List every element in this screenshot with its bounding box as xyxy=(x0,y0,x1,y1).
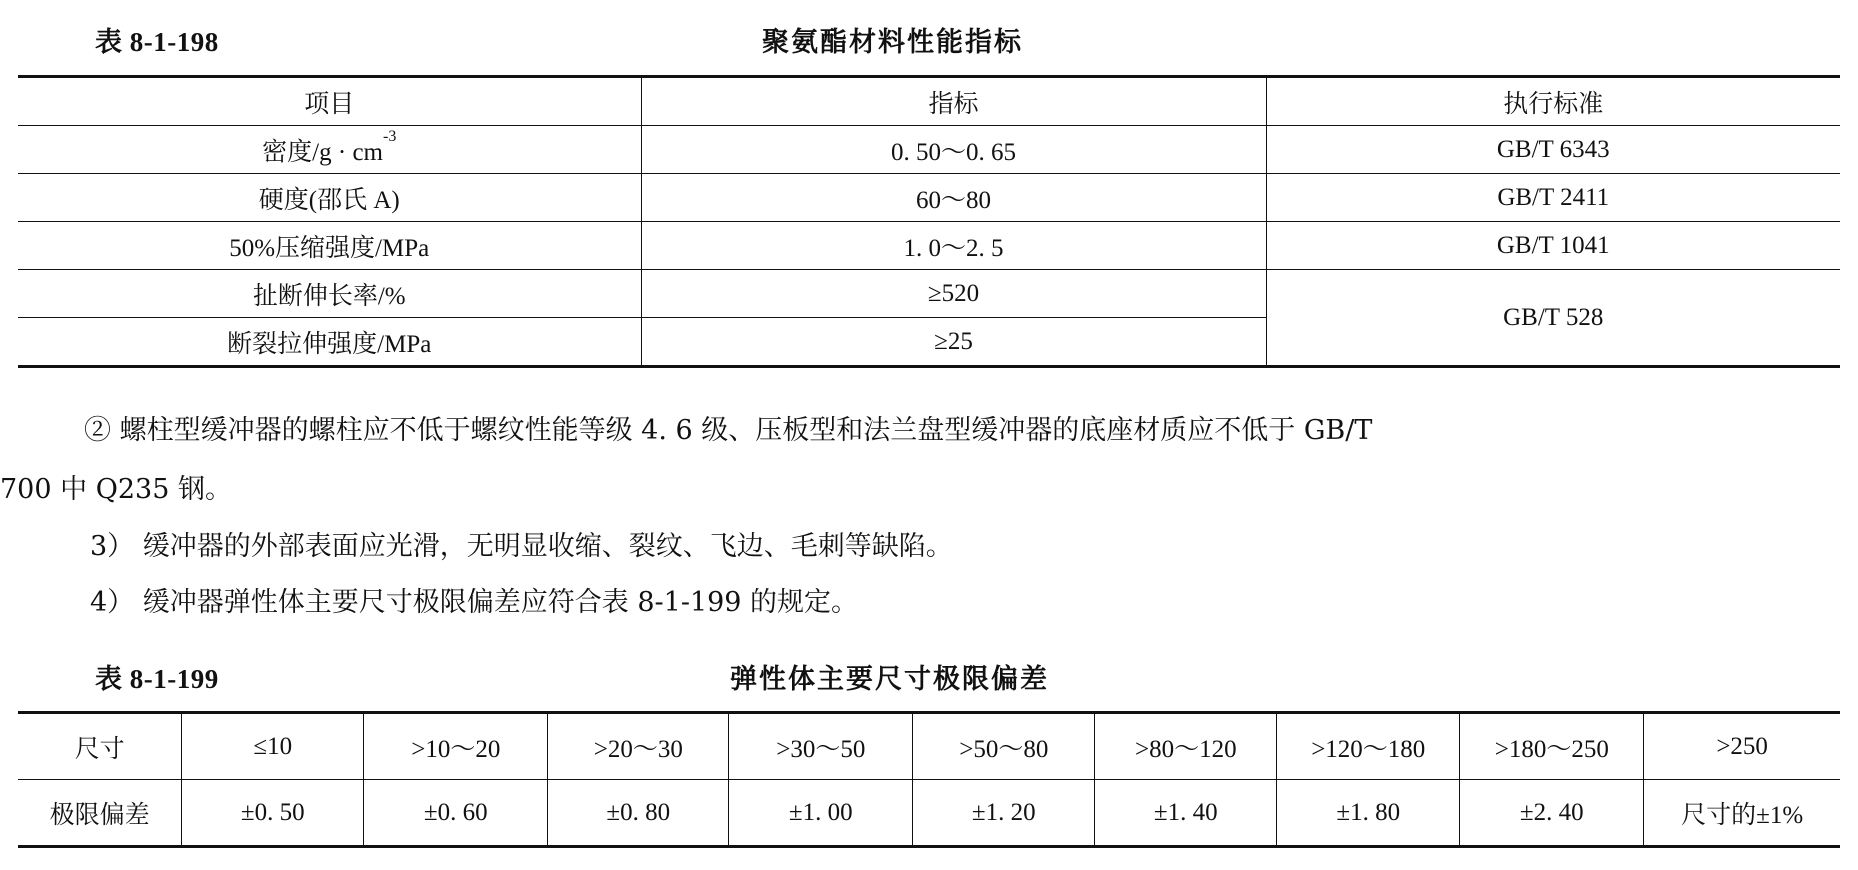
table1 xyxy=(18,75,1840,368)
table1-cell-item: 50%压缩强度/MPa xyxy=(18,222,641,270)
table2-deviation-cell: ±1. 00 xyxy=(729,780,913,847)
table1-header-item: 项目 xyxy=(18,77,641,126)
table-row xyxy=(18,126,1840,174)
table1-cell-item: 断裂拉伸强度/MPa xyxy=(18,318,641,367)
paragraph-surface: 3） 缓冲器的外部表面应光滑，无明显收缩、裂纹、飞边、毛刺等缺陷。 xyxy=(90,531,953,562)
table2 xyxy=(18,711,1840,848)
table2-size-cell: >180～250 xyxy=(1460,713,1644,780)
table1-header-row xyxy=(18,77,1840,126)
table2-deviation-cell: ±1. 40 xyxy=(1095,780,1277,847)
table1-cell-value: ≥520 xyxy=(641,270,1266,318)
table2-size-cell: >20～30 xyxy=(548,713,729,780)
density-unit-exponent: -3 xyxy=(383,127,397,145)
table2-size-cell: >10～20 xyxy=(364,713,548,780)
table2-deviation-cell: ±0. 60 xyxy=(364,780,548,847)
table-row xyxy=(18,270,1840,318)
table1-header-standard: 执行标准 xyxy=(1266,77,1840,126)
table2-deviation-row xyxy=(18,780,1840,847)
paragraph-bolt-material: ② 螺柱型缓冲器的螺柱应不低于螺纹性能等级 4. 6 级、压板型和法兰盘型缓冲器的底座材质应不低于 GB/T xyxy=(84,415,1373,446)
table2-size-cell: >250 xyxy=(1644,713,1840,780)
table2-deviation-cell: ±0. 80 xyxy=(548,780,729,847)
table1-cell-standard-merged: GB/T 528 xyxy=(1266,270,1840,367)
table1-cell-standard: GB/T 2411 xyxy=(1266,174,1840,222)
table1-cell-value: 60～80 xyxy=(641,174,1266,222)
density-label: 密度/g · cm xyxy=(262,138,383,166)
table1-cell-item: 扯断伸长率/% xyxy=(18,270,641,318)
table-row xyxy=(18,174,1840,222)
table2-deviation-cell: ±1. 80 xyxy=(1277,780,1460,847)
table2-row-label-deviation: 极限偏差 xyxy=(18,780,182,847)
table1-header-value: 指标 xyxy=(641,77,1266,126)
table1-cell-item: 硬度(邵氏 A) xyxy=(18,174,641,222)
table2-deviation-cell: 尺寸的±1% xyxy=(1644,780,1840,847)
table1-cell-standard: GB/T 6343 xyxy=(1266,126,1840,174)
paragraph-tolerance: 4） 缓冲器弹性体主要尺寸极限偏差应符合表 8-1-199 的规定。 xyxy=(90,587,859,618)
table2-deviation-cell: ±2. 40 xyxy=(1460,780,1644,847)
paragraph-bolt-material-cont: 700 中 Q235 钢。 xyxy=(0,474,232,505)
table2-caption xyxy=(0,657,1858,697)
table2-size-cell: >50～80 xyxy=(913,713,1095,780)
table2-size-cell: >120～180 xyxy=(1277,713,1460,780)
table2-deviation-cell: ±1. 20 xyxy=(913,780,1095,847)
table1-cell-item xyxy=(18,126,641,174)
table2-number: 表 8-1-199 xyxy=(95,664,219,694)
table2-size-row xyxy=(18,713,1840,780)
table1-title: 聚氨酯材料性能指标 xyxy=(762,27,1023,58)
table2-title: 弹性体主要尺寸极限偏差 xyxy=(730,664,1049,695)
table1-cell-value: 0. 50～0. 65 xyxy=(641,126,1266,174)
table-row xyxy=(18,222,1840,270)
table1-cell-value: 1. 0～2. 5 xyxy=(641,222,1266,270)
table1-caption xyxy=(0,20,1858,60)
table2-size-cell: >80～120 xyxy=(1095,713,1277,780)
table1-number: 表 8-1-198 xyxy=(95,27,219,57)
table2-deviation-cell: ±0. 50 xyxy=(182,780,364,847)
table1-cell-standard: GB/T 1041 xyxy=(1266,222,1840,270)
table2-size-cell: >30～50 xyxy=(729,713,913,780)
table1-cell-value: ≥25 xyxy=(641,318,1266,367)
table2-size-cell: ≤10 xyxy=(182,713,364,780)
table2-row-label-size: 尺寸 xyxy=(18,713,182,780)
